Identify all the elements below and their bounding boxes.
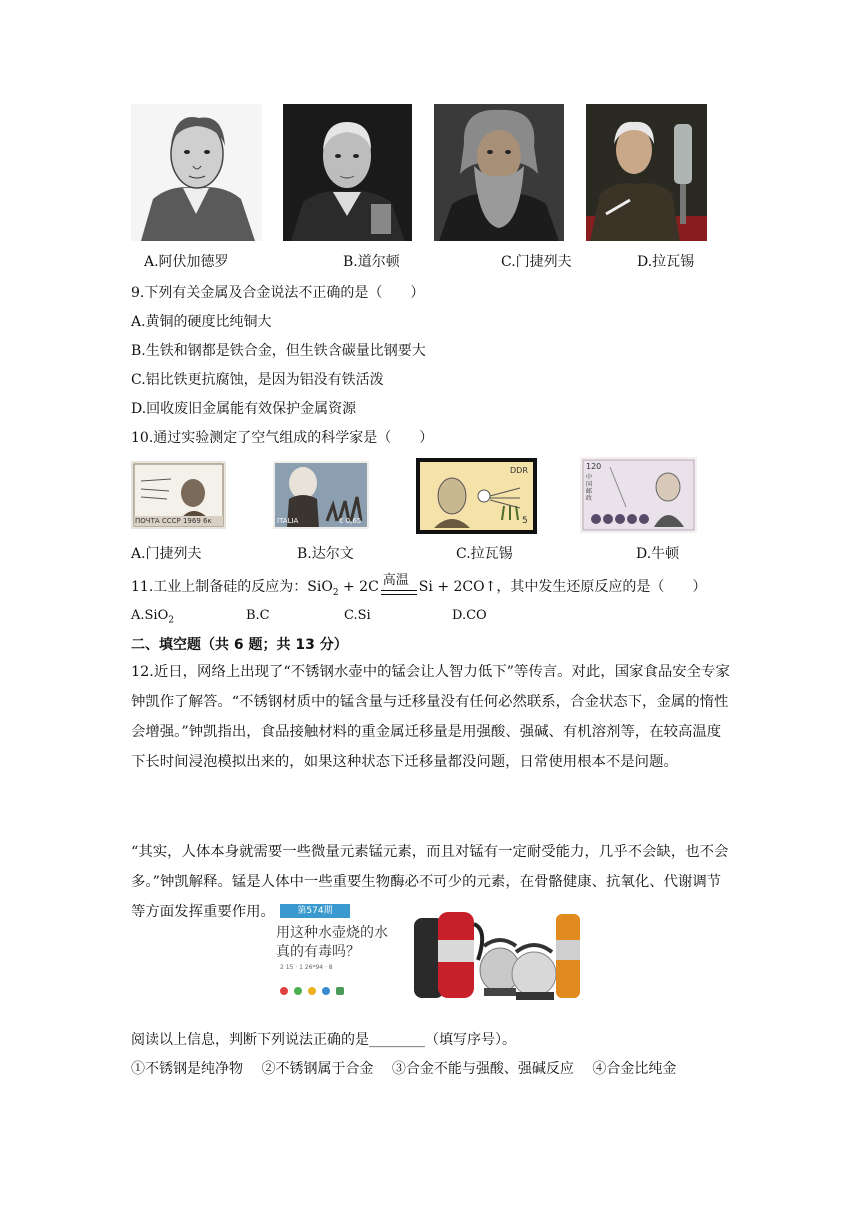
stamp-4-value: 120	[586, 462, 602, 471]
q12-prompt: 阅读以上信息，判断下列说法正确的是________（填写序号）。	[131, 1032, 516, 1048]
issue-badge: 第574期	[280, 904, 350, 918]
q10-question: 10.通过实验测定了空气组成的科学家是（ ）	[131, 430, 434, 446]
weibo-icon	[280, 987, 288, 995]
stamp-lavoisier	[416, 458, 537, 534]
kettle-article-image	[276, 900, 586, 1012]
q11-sub: 2	[332, 587, 339, 598]
q12-choices: ①不锈钢是纯净物 ②不锈钢属于合金 ③合金不能与强酸、强碱反应 ④合金比纯金	[131, 1061, 677, 1077]
portrait-dalton	[283, 104, 412, 241]
q11-option-a: A.SiO$_2$	[131, 608, 174, 626]
option-d-label: D.拉瓦锡	[637, 254, 695, 270]
stamp-newton	[580, 457, 697, 533]
q9-option-d: D.回收废旧金属能有效保护金属资源	[131, 401, 357, 417]
option-c-label: C.门捷列夫	[501, 254, 572, 270]
q11-option-c: C.Si	[344, 608, 371, 623]
q12-paragraph-2: “其实，人体本身就需要一些微量元素锰元素，而且对锰有一定耐受能力，几乎不会缺，也不会多。”钟凯解释。锰是人体中一些重要生物酶必不可少的元素，在骨骼健康、抗氧化、代谢调节等方面发挥重要作用。	[131, 844, 729, 920]
social-icons	[280, 980, 360, 992]
q10-option-a: A.门捷列夫	[131, 546, 202, 562]
stamp-3-country: DDR	[510, 466, 528, 475]
article-headline-1: 用这种水壶烧的水	[276, 925, 388, 941]
stamp-darwin	[273, 461, 369, 529]
stamp-2-country: ITALIA	[277, 517, 299, 525]
reaction-condition: 高温	[382, 573, 409, 588]
wechat-icon	[294, 987, 302, 995]
q11-suffix: Si + 2CO↑，其中发生还原反应的是（ ）	[418, 579, 707, 595]
q12-paragraph-1: 12.近日，网络上出现了“不锈钢水壶中的锰会让人智力低下”等传言。对此，国家食品安全专家钟凯作了解答。“不锈钢材质中的锰含量与迁移量没有任何必然联系，合金状态下，金属的惰性会增强。”钟凯指出，食品接触材料的重金属迁移量是用强酸、强碱、有机溶剂等，在较高温度下长时间浸泡模拟出来的，如果这种状态下迁移量都没问题，日常使用根本不是问题。	[131, 664, 730, 770]
article-headline-2: 真的有毒吗？	[276, 944, 360, 960]
q9-question: 9.下列有关金属及合金说法不正确的是（ ）	[131, 285, 425, 301]
person-icon	[322, 987, 330, 995]
section-heading: 二、填空题（共 6 题；共 13 分）	[131, 637, 348, 653]
q11-prefix: 11.工业上制备硅的反应为：SiO	[131, 579, 333, 595]
q10-option-d: D.牛顿	[636, 546, 680, 562]
q11-mid: + 2C	[338, 579, 379, 595]
q9-option-a: A.黄铜的硬度比纯铜大	[131, 314, 272, 330]
q10-option-c: C.拉瓦锡	[456, 546, 513, 562]
q9-option-b: B.生铁和钢都是铁合金，但生铁含碳量比钢要大	[131, 343, 426, 359]
portrait-mendeleev	[434, 104, 564, 241]
stamp-2-value: € 0,65	[339, 517, 362, 525]
option-a-label: A.阿伏加德罗	[144, 254, 229, 270]
portrait-lavoisier	[586, 104, 707, 241]
option-b-label: B.道尔顿	[343, 254, 400, 270]
stamp-4-country: 中国邮政	[586, 474, 593, 502]
q9-option-c: C.铝比铁更抗腐蚀，是因为铝没有铁活泼	[131, 372, 384, 388]
q11-question	[131, 573, 707, 603]
q10-option-b: B.达尔文	[297, 546, 354, 562]
star-icon	[308, 987, 316, 995]
kettles-photo	[408, 900, 586, 1012]
stamp-1-text: ПОЧТА СССР 1969 6к	[135, 517, 212, 525]
share-icon	[336, 987, 344, 995]
q11-option-b: B.C	[246, 608, 270, 623]
stamp-mendeleev	[131, 461, 226, 529]
article-small-text: 2 15 · 1 26*94 · 8	[280, 964, 333, 971]
reaction-arrow	[381, 573, 417, 597]
q11-option-d: D.CO	[452, 608, 487, 623]
portrait-avogadro	[131, 104, 262, 241]
stamp-3-value: 5	[522, 516, 528, 526]
